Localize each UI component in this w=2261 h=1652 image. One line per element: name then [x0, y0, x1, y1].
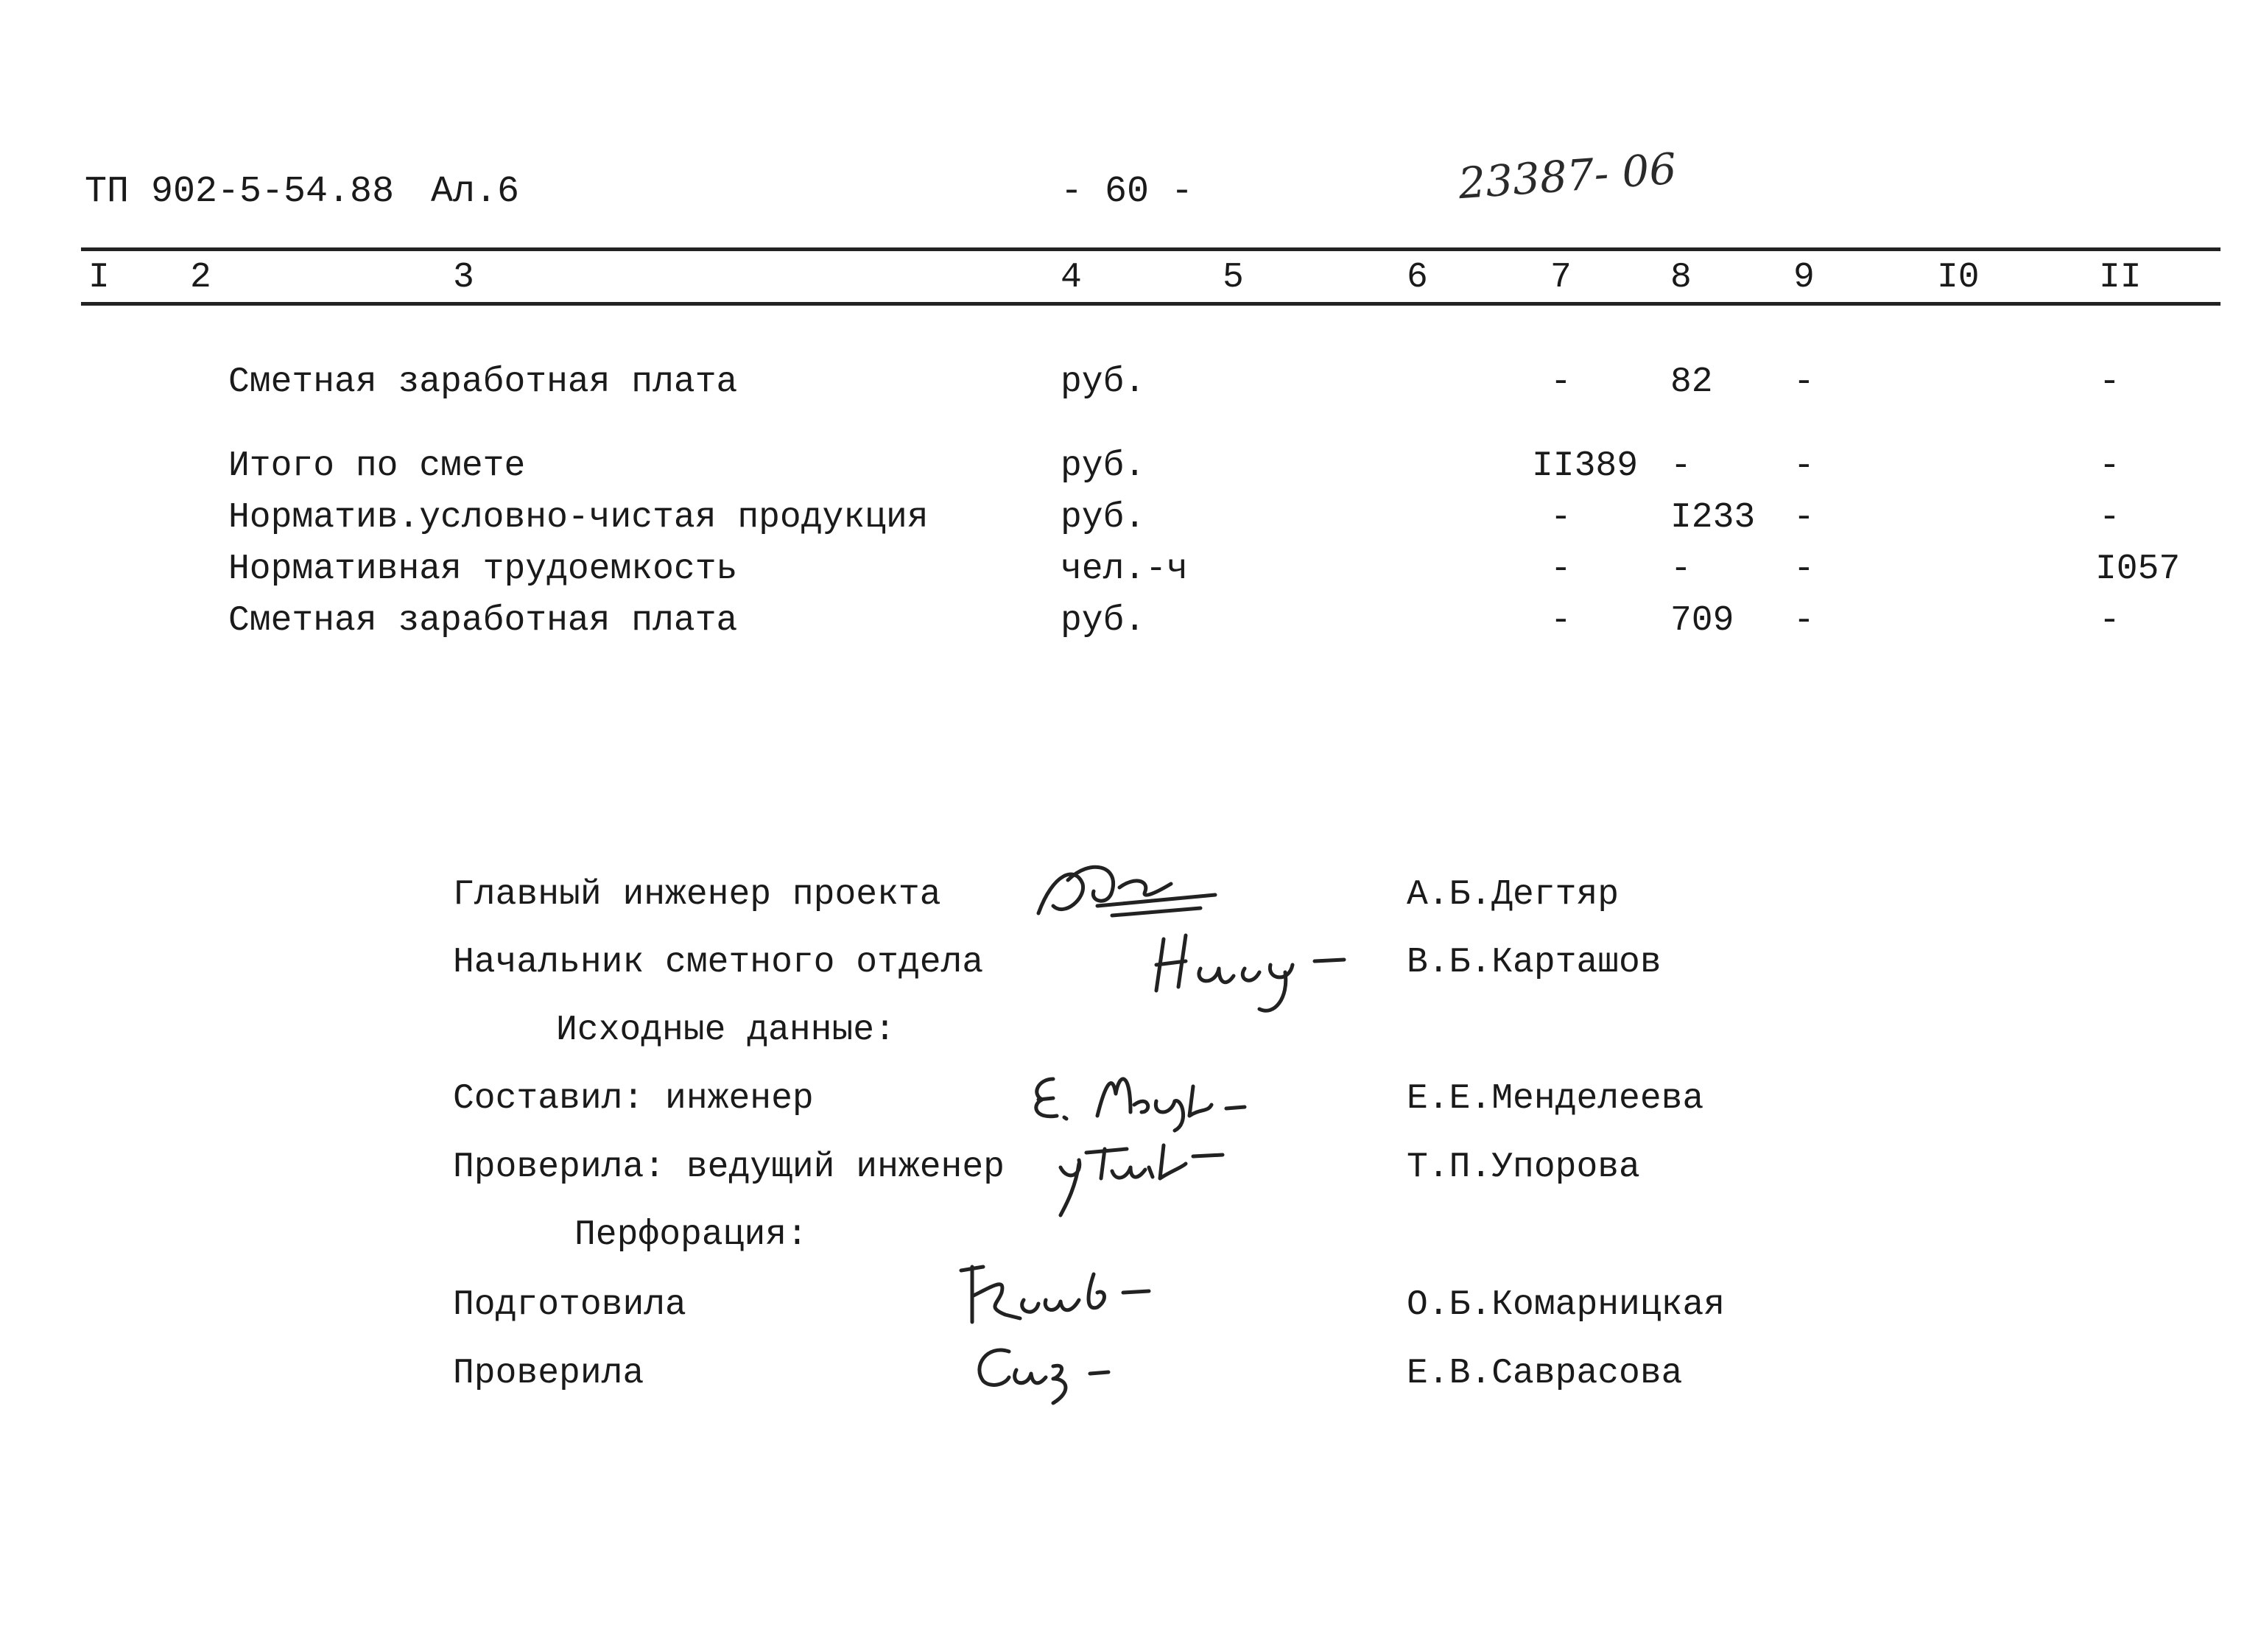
row-name: Сметная заработная плата: [228, 601, 738, 641]
signer-name: Е.В.Саврасова: [1407, 1354, 1683, 1393]
column-number: II: [2099, 258, 2142, 298]
row-col9: -: [1793, 498, 1815, 538]
column-number: 4: [1061, 258, 1082, 298]
handwritten-signature-icon: [1024, 1057, 1267, 1138]
signature-role: Проверила: ведущий инженер: [453, 1147, 1005, 1187]
row-col7: II389: [1532, 446, 1639, 486]
handwritten-signature-icon: [950, 1256, 1171, 1337]
handwritten-signature-icon: [965, 1333, 1156, 1414]
signer-name: Т.П.Упорова: [1407, 1147, 1640, 1187]
row-col7: -: [1550, 549, 1572, 589]
signature-role: Главный инженер проекта: [453, 875, 941, 915]
row-col8: I233: [1670, 498, 1756, 538]
section-heading: Перфорация:: [574, 1215, 808, 1255]
signature-role: Проверила: [453, 1354, 644, 1393]
signature-role: Подготовила: [453, 1285, 686, 1325]
handwritten-signature-icon: [1024, 851, 1245, 932]
row-col8: -: [1670, 549, 1692, 589]
signature-role: Составил: инженер: [453, 1079, 814, 1119]
column-number: 2: [190, 258, 211, 298]
handwritten-inventory-number: 23387- 06: [1456, 143, 1678, 209]
column-number: 8: [1670, 258, 1692, 298]
table-header-rule: [81, 302, 2220, 306]
row-col8: 709: [1670, 601, 1734, 641]
row-col11: I057: [2095, 549, 2181, 589]
signer-name: А.Б.Дегтяр: [1407, 875, 1620, 915]
row-unit: руб.: [1061, 446, 1146, 486]
row-col7: -: [1550, 362, 1572, 402]
column-number: 5: [1223, 258, 1244, 298]
row-col11: -: [2099, 601, 2120, 641]
row-col9: -: [1793, 549, 1815, 589]
row-name: Сметная заработная плата: [228, 362, 738, 402]
signer-name: Е.Е.Менделеева: [1407, 1079, 1704, 1119]
album-number: Ал.6: [431, 171, 520, 213]
row-col9: -: [1793, 446, 1815, 486]
column-number: 6: [1407, 258, 1428, 298]
row-unit: руб.: [1061, 601, 1146, 641]
row-name: Норматив.условно-чистая продукция: [228, 498, 929, 538]
row-unit: чел.-ч: [1061, 549, 1188, 589]
row-unit: руб.: [1061, 498, 1146, 538]
column-number: 9: [1793, 258, 1815, 298]
handwritten-signature-icon: [1046, 1127, 1252, 1223]
row-name: Нормативная трудоемкость: [228, 549, 738, 589]
row-col11: -: [2099, 446, 2120, 486]
row-col11: -: [2099, 498, 2120, 538]
signer-name: О.Б.Комарницкая: [1407, 1285, 1726, 1325]
row-col8: -: [1670, 446, 1692, 486]
row-col9: -: [1793, 601, 1815, 641]
row-col7: -: [1550, 601, 1572, 641]
handwritten-signature-icon: [1149, 924, 1370, 1020]
row-name: Итого по смете: [228, 446, 526, 486]
column-number: I0: [1937, 258, 1980, 298]
table-top-rule: [81, 247, 2220, 251]
signer-name: В.Б.Карташов: [1407, 943, 1662, 983]
section-heading: Исходные данные:: [556, 1010, 896, 1050]
page-number: - 60 -: [1061, 171, 1194, 213]
column-number: 7: [1550, 258, 1572, 298]
doc-code: ТП 902-5-54.88: [85, 171, 395, 213]
row-col7: -: [1550, 498, 1572, 538]
column-number: I: [88, 258, 110, 298]
row-col11: -: [2099, 362, 2120, 402]
row-unit: руб.: [1061, 362, 1146, 402]
row-col8: 82: [1670, 362, 1713, 402]
signature-role: Начальник сметного отдела: [453, 943, 984, 983]
row-col9: -: [1793, 362, 1815, 402]
column-number: 3: [453, 258, 474, 298]
